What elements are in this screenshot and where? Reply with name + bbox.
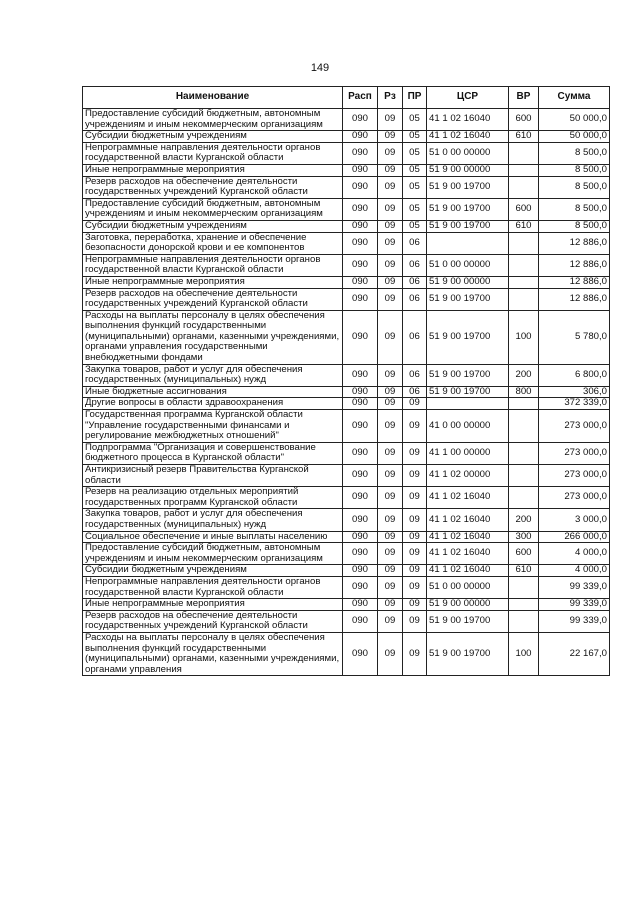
cell-sum: 273 000,0 bbox=[539, 465, 610, 487]
table-row bbox=[83, 610, 610, 632]
cell-csr: 51 9 00 19700 bbox=[427, 176, 509, 198]
table-row bbox=[83, 599, 610, 611]
cell-sum: 8 500,0 bbox=[539, 198, 610, 220]
cell-csr: 41 1 00 00000 bbox=[427, 442, 509, 464]
cell-csr: 51 9 00 19700 bbox=[427, 310, 509, 364]
cell-rz: 09 bbox=[378, 531, 403, 543]
cell-vr: 800 bbox=[509, 386, 539, 398]
table-row bbox=[83, 164, 610, 176]
cell-name: Субсидии бюджетным учреждениям bbox=[83, 131, 343, 143]
cell-vr bbox=[509, 164, 539, 176]
cell-csr: 41 0 00 00000 bbox=[427, 410, 509, 443]
cell-csr: 51 9 00 19700 bbox=[427, 632, 509, 675]
cell-sum: 273 000,0 bbox=[539, 410, 610, 443]
cell-name: Другие вопросы в области здравоохранения bbox=[83, 398, 343, 410]
cell-vr bbox=[509, 610, 539, 632]
cell-sum: 12 886,0 bbox=[539, 232, 610, 254]
cell-rz: 09 bbox=[378, 442, 403, 464]
table-row bbox=[83, 531, 610, 543]
cell-rasp: 090 bbox=[343, 465, 378, 487]
cell-pr: 05 bbox=[403, 176, 427, 198]
cell-sum: 6 800,0 bbox=[539, 364, 610, 386]
table-row bbox=[83, 254, 610, 276]
cell-rz: 09 bbox=[378, 276, 403, 288]
table-row bbox=[83, 509, 610, 531]
cell-sum: 8 500,0 bbox=[539, 176, 610, 198]
cell-rasp: 090 bbox=[343, 164, 378, 176]
cell-name: Предоставление субсидий бюджетным, автономным учреждениям и иным некоммерческим организациям bbox=[83, 543, 343, 565]
cell-name: Расходы на выплаты персоналу в целях обеспечения выполнения функций государственными (муниципальными) органами, казенными учреждениями, органами управления bbox=[83, 632, 343, 675]
cell-name: Подпрограмма "Организация и совершенствование бюджетного процесса в Курганской области" bbox=[83, 442, 343, 464]
cell-sum: 266 000,0 bbox=[539, 531, 610, 543]
cell-csr: 51 9 00 19700 bbox=[427, 610, 509, 632]
cell-name: Социальное обеспечение и иные выплаты населению bbox=[83, 531, 343, 543]
cell-csr: 41 1 02 16040 bbox=[427, 531, 509, 543]
cell-rz: 09 bbox=[378, 164, 403, 176]
cell-rz: 09 bbox=[378, 465, 403, 487]
cell-vr: 610 bbox=[509, 131, 539, 143]
cell-rasp: 090 bbox=[343, 386, 378, 398]
cell-rasp: 090 bbox=[343, 220, 378, 232]
cell-csr: 41 1 02 00000 bbox=[427, 465, 509, 487]
cell-pr: 05 bbox=[403, 131, 427, 143]
cell-rz: 09 bbox=[378, 109, 403, 131]
cell-sum: 3 000,0 bbox=[539, 509, 610, 531]
cell-name: Антикризисный резерв Правительства Курганской области bbox=[83, 465, 343, 487]
cell-rasp: 090 bbox=[343, 632, 378, 675]
cell-vr: 600 bbox=[509, 198, 539, 220]
cell-vr bbox=[509, 142, 539, 164]
cell-pr: 09 bbox=[403, 632, 427, 675]
cell-sum: 273 000,0 bbox=[539, 442, 610, 464]
cell-vr bbox=[509, 410, 539, 443]
cell-name: Резерв расходов на обеспечение деятельности государственных учреждений Курганской области bbox=[83, 610, 343, 632]
cell-csr: 51 0 00 00000 bbox=[427, 576, 509, 598]
table-row bbox=[83, 465, 610, 487]
cell-vr bbox=[509, 398, 539, 410]
cell-csr: 51 9 00 00000 bbox=[427, 164, 509, 176]
cell-vr: 200 bbox=[509, 364, 539, 386]
cell-rasp: 090 bbox=[343, 232, 378, 254]
cell-vr: 100 bbox=[509, 310, 539, 364]
cell-rz: 09 bbox=[378, 364, 403, 386]
cell-pr: 06 bbox=[403, 310, 427, 364]
table-row bbox=[83, 543, 610, 565]
cell-rasp: 090 bbox=[343, 109, 378, 131]
column-header-sum: Сумма bbox=[539, 87, 610, 109]
cell-vr bbox=[509, 276, 539, 288]
cell-name: Иные непрограммные мероприятия bbox=[83, 164, 343, 176]
column-header-pr: ПР bbox=[403, 87, 427, 109]
cell-sum: 273 000,0 bbox=[539, 487, 610, 509]
cell-rasp: 090 bbox=[343, 599, 378, 611]
table-row bbox=[83, 487, 610, 509]
table-row bbox=[83, 576, 610, 598]
column-header-rz: Рз bbox=[378, 87, 403, 109]
cell-rz: 09 bbox=[378, 610, 403, 632]
cell-csr: 51 9 00 00000 bbox=[427, 276, 509, 288]
cell-rz: 09 bbox=[378, 576, 403, 598]
cell-rz: 09 bbox=[378, 487, 403, 509]
cell-csr: 51 9 00 00000 bbox=[427, 599, 509, 611]
cell-rasp: 090 bbox=[343, 576, 378, 598]
cell-rz: 09 bbox=[378, 632, 403, 675]
cell-pr: 05 bbox=[403, 109, 427, 131]
column-header-vr: ВР bbox=[509, 87, 539, 109]
cell-csr: 41 1 02 16040 bbox=[427, 543, 509, 565]
cell-name: Расходы на выплаты персоналу в целях обеспечения выполнения функций государственными (муниципальными) органами, казенными учреждениями, органами управления государственными внебюджетными фондами bbox=[83, 310, 343, 364]
cell-rz: 09 bbox=[378, 288, 403, 310]
cell-vr: 300 bbox=[509, 531, 539, 543]
cell-rz: 09 bbox=[378, 543, 403, 565]
cell-pr: 06 bbox=[403, 288, 427, 310]
cell-csr bbox=[427, 232, 509, 254]
cell-csr: 51 0 00 00000 bbox=[427, 254, 509, 276]
cell-sum: 8 500,0 bbox=[539, 142, 610, 164]
cell-rasp: 090 bbox=[343, 131, 378, 143]
cell-pr: 05 bbox=[403, 142, 427, 164]
cell-pr: 09 bbox=[403, 398, 427, 410]
cell-rz: 09 bbox=[378, 254, 403, 276]
cell-pr: 09 bbox=[403, 465, 427, 487]
cell-vr bbox=[509, 232, 539, 254]
cell-rz: 09 bbox=[378, 410, 403, 443]
cell-rasp: 090 bbox=[343, 410, 378, 443]
cell-name: Субсидии бюджетным учреждениям bbox=[83, 565, 343, 577]
cell-rz: 09 bbox=[378, 198, 403, 220]
table-row bbox=[83, 364, 610, 386]
cell-rasp: 090 bbox=[343, 364, 378, 386]
cell-pr: 06 bbox=[403, 364, 427, 386]
cell-name: Субсидии бюджетным учреждениям bbox=[83, 220, 343, 232]
cell-csr: 51 9 00 19700 bbox=[427, 198, 509, 220]
cell-rasp: 090 bbox=[343, 610, 378, 632]
cell-csr: 41 1 02 16040 bbox=[427, 487, 509, 509]
cell-rz: 09 bbox=[378, 509, 403, 531]
cell-vr bbox=[509, 442, 539, 464]
cell-sum: 99 339,0 bbox=[539, 576, 610, 598]
table-row bbox=[83, 386, 610, 398]
cell-pr: 09 bbox=[403, 599, 427, 611]
cell-rasp: 090 bbox=[343, 565, 378, 577]
cell-vr: 600 bbox=[509, 109, 539, 131]
table-row bbox=[83, 176, 610, 198]
cell-csr: 51 0 00 00000 bbox=[427, 142, 509, 164]
cell-sum: 12 886,0 bbox=[539, 254, 610, 276]
cell-name: Закупка товаров, работ и услуг для обеспечения государственных (муниципальных) нужд bbox=[83, 509, 343, 531]
cell-rasp: 090 bbox=[343, 509, 378, 531]
table-row bbox=[83, 398, 610, 410]
cell-rasp: 090 bbox=[343, 142, 378, 164]
cell-name: Государственная программа Курганской области "Управление государственными финансами и регулирование межбюджетных отношений" bbox=[83, 410, 343, 443]
cell-sum: 306,0 bbox=[539, 386, 610, 398]
cell-rasp: 090 bbox=[343, 310, 378, 364]
cell-sum: 4 000,0 bbox=[539, 543, 610, 565]
cell-sum: 99 339,0 bbox=[539, 599, 610, 611]
cell-vr: 200 bbox=[509, 509, 539, 531]
cell-csr: 41 1 02 16040 bbox=[427, 109, 509, 131]
cell-sum: 50 000,0 bbox=[539, 109, 610, 131]
cell-vr bbox=[509, 465, 539, 487]
table-row bbox=[83, 142, 610, 164]
cell-sum: 12 886,0 bbox=[539, 276, 610, 288]
table-row bbox=[83, 198, 610, 220]
cell-rasp: 090 bbox=[343, 176, 378, 198]
table-row bbox=[83, 310, 610, 364]
cell-rz: 09 bbox=[378, 310, 403, 364]
cell-sum: 4 000,0 bbox=[539, 565, 610, 577]
cell-rasp: 090 bbox=[343, 487, 378, 509]
table-row bbox=[83, 232, 610, 254]
column-header-rasp: Расп bbox=[343, 87, 378, 109]
column-header-name: Наименование bbox=[83, 87, 343, 109]
cell-csr: 51 9 00 19700 bbox=[427, 364, 509, 386]
cell-vr: 100 bbox=[509, 632, 539, 675]
cell-pr: 06 bbox=[403, 254, 427, 276]
cell-pr: 09 bbox=[403, 543, 427, 565]
cell-pr: 09 bbox=[403, 531, 427, 543]
cell-sum: 12 886,0 bbox=[539, 288, 610, 310]
cell-sum: 50 000,0 bbox=[539, 131, 610, 143]
cell-vr bbox=[509, 576, 539, 598]
cell-vr bbox=[509, 254, 539, 276]
cell-csr: 51 9 00 19700 bbox=[427, 386, 509, 398]
cell-pr: 09 bbox=[403, 487, 427, 509]
budget-table bbox=[82, 86, 610, 676]
cell-name: Резерв на реализацию отдельных мероприятий государственных программ Курганской области bbox=[83, 487, 343, 509]
table-row bbox=[83, 632, 610, 675]
cell-pr: 06 bbox=[403, 386, 427, 398]
table-body bbox=[83, 109, 610, 676]
cell-rasp: 090 bbox=[343, 288, 378, 310]
cell-csr bbox=[427, 398, 509, 410]
table-row bbox=[83, 109, 610, 131]
cell-name: Закупка товаров, работ и услуг для обеспечения государственных (муниципальных) нужд bbox=[83, 364, 343, 386]
cell-name: Иные непрограммные мероприятия bbox=[83, 276, 343, 288]
cell-sum: 8 500,0 bbox=[539, 164, 610, 176]
cell-pr: 09 bbox=[403, 410, 427, 443]
cell-name: Иные бюджетные ассигнования bbox=[83, 386, 343, 398]
cell-name: Предоставление субсидий бюджетным, автономным учреждениям и иным некоммерческим организациям bbox=[83, 109, 343, 131]
cell-vr bbox=[509, 176, 539, 198]
table-row bbox=[83, 131, 610, 143]
cell-sum: 8 500,0 bbox=[539, 220, 610, 232]
cell-rasp: 090 bbox=[343, 543, 378, 565]
cell-vr: 600 bbox=[509, 543, 539, 565]
cell-pr: 09 bbox=[403, 442, 427, 464]
cell-rz: 09 bbox=[378, 599, 403, 611]
cell-rasp: 090 bbox=[343, 442, 378, 464]
cell-pr: 06 bbox=[403, 232, 427, 254]
cell-sum: 372 339,0 bbox=[539, 398, 610, 410]
cell-sum: 5 780,0 bbox=[539, 310, 610, 364]
cell-vr bbox=[509, 487, 539, 509]
cell-csr: 41 1 02 16040 bbox=[427, 131, 509, 143]
cell-rz: 09 bbox=[378, 176, 403, 198]
cell-name: Непрограммные направления деятельности органов государственной власти Курганской области bbox=[83, 142, 343, 164]
cell-sum: 22 167,0 bbox=[539, 632, 610, 675]
table-row bbox=[83, 565, 610, 577]
cell-name: Заготовка, переработка, хранение и обеспечение безопасности донорской крови и ее компонентов bbox=[83, 232, 343, 254]
cell-rasp: 090 bbox=[343, 254, 378, 276]
cell-rz: 09 bbox=[378, 142, 403, 164]
cell-rasp: 090 bbox=[343, 276, 378, 288]
cell-pr: 09 bbox=[403, 576, 427, 598]
cell-rasp: 090 bbox=[343, 531, 378, 543]
cell-pr: 06 bbox=[403, 276, 427, 288]
cell-rz: 09 bbox=[378, 131, 403, 143]
table-row bbox=[83, 288, 610, 310]
cell-name: Непрограммные направления деятельности органов государственной власти Курганской области bbox=[83, 254, 343, 276]
cell-rasp: 090 bbox=[343, 198, 378, 220]
cell-pr: 09 bbox=[403, 610, 427, 632]
cell-pr: 05 bbox=[403, 164, 427, 176]
cell-rasp: 090 bbox=[343, 398, 378, 410]
cell-name: Иные непрограммные мероприятия bbox=[83, 599, 343, 611]
cell-rz: 09 bbox=[378, 220, 403, 232]
cell-pr: 09 bbox=[403, 509, 427, 531]
cell-rz: 09 bbox=[378, 386, 403, 398]
table-row bbox=[83, 410, 610, 443]
column-header-csr: ЦСР bbox=[427, 87, 509, 109]
cell-pr: 05 bbox=[403, 198, 427, 220]
table-header-row bbox=[83, 87, 610, 109]
cell-csr: 51 9 00 19700 bbox=[427, 220, 509, 232]
cell-vr: 610 bbox=[509, 565, 539, 577]
cell-vr: 610 bbox=[509, 220, 539, 232]
table-row bbox=[83, 442, 610, 464]
cell-rz: 09 bbox=[378, 232, 403, 254]
cell-vr bbox=[509, 288, 539, 310]
cell-csr: 51 9 00 19700 bbox=[427, 288, 509, 310]
page-number: 149 bbox=[310, 62, 330, 74]
table-row bbox=[83, 276, 610, 288]
cell-rz: 09 bbox=[378, 565, 403, 577]
cell-name: Резерв расходов на обеспечение деятельности государственных учреждений Курганской области bbox=[83, 288, 343, 310]
cell-pr: 09 bbox=[403, 565, 427, 577]
cell-csr: 41 1 02 16040 bbox=[427, 509, 509, 531]
cell-pr: 05 bbox=[403, 220, 427, 232]
cell-name: Предоставление субсидий бюджетным, автономным учреждениям и иным некоммерческим организациям bbox=[83, 198, 343, 220]
table-row bbox=[83, 220, 610, 232]
cell-csr: 41 1 02 16040 bbox=[427, 565, 509, 577]
cell-name: Непрограммные направления деятельности органов государственной власти Курганской области bbox=[83, 576, 343, 598]
cell-sum: 99 339,0 bbox=[539, 610, 610, 632]
cell-vr bbox=[509, 599, 539, 611]
cell-rz: 09 bbox=[378, 398, 403, 410]
cell-name: Резерв расходов на обеспечение деятельности государственных учреждений Курганской области bbox=[83, 176, 343, 198]
